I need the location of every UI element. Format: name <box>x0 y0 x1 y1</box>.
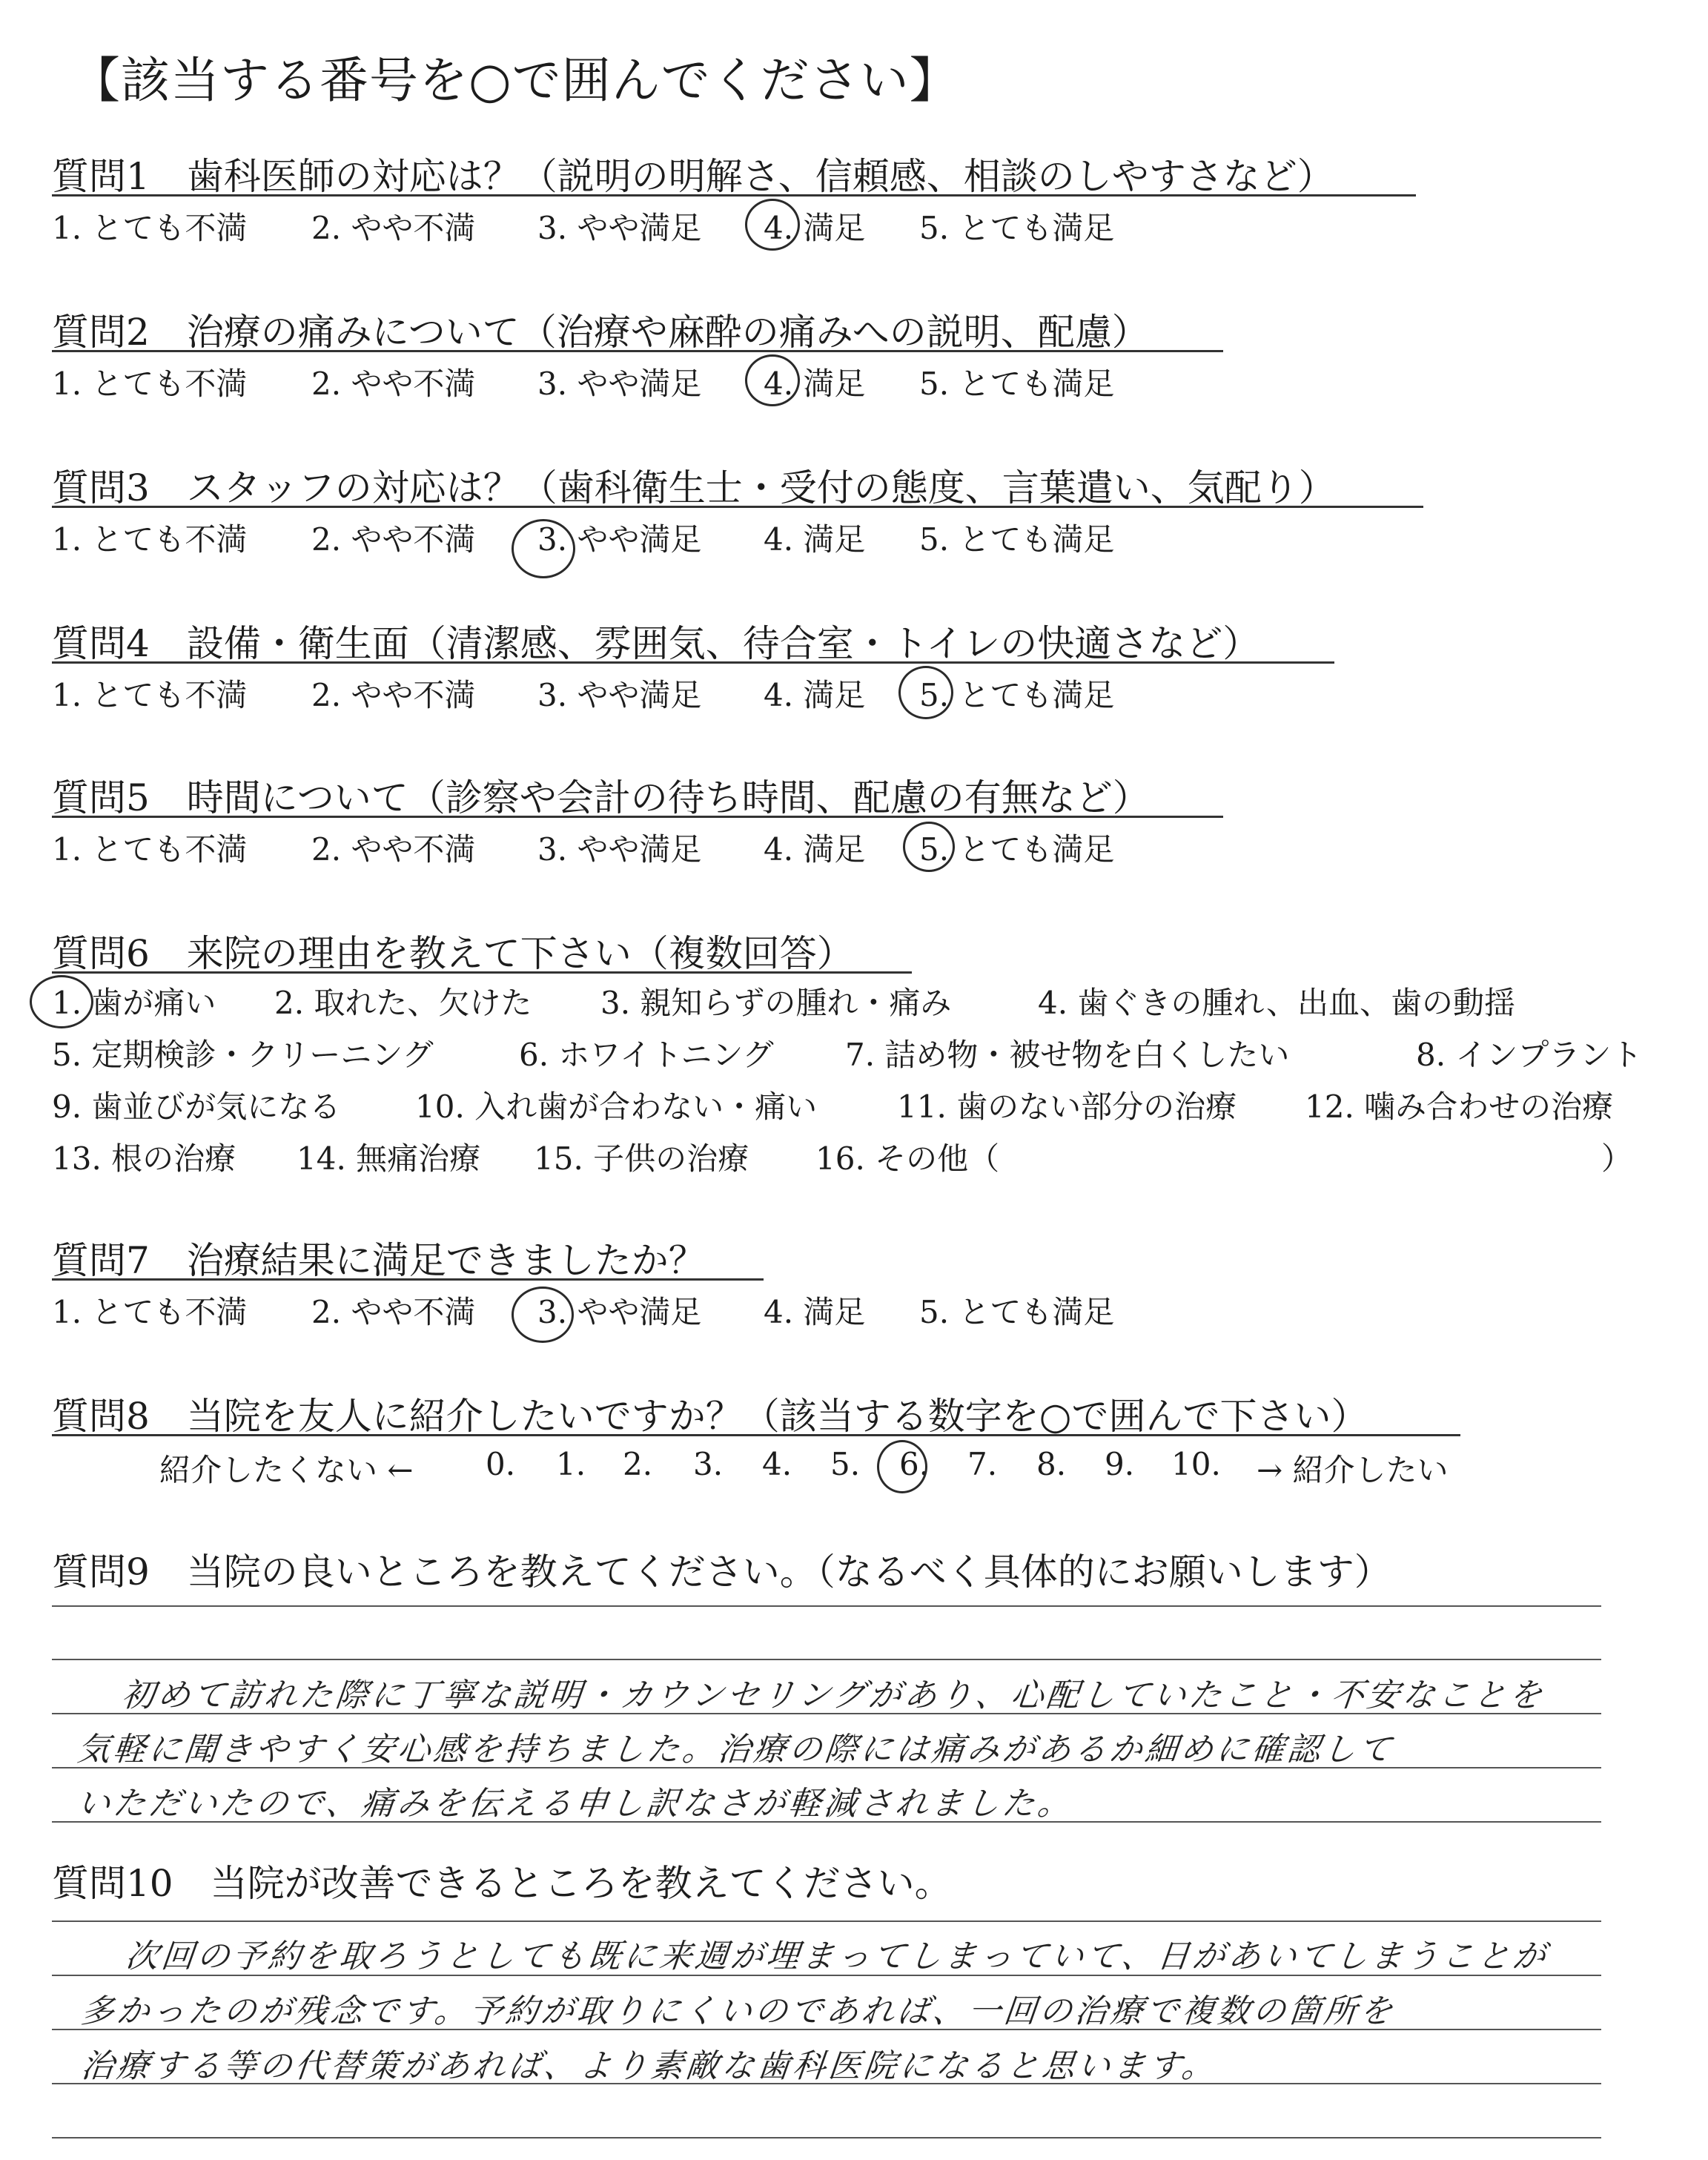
option[interactable]: 3. やや満足 <box>537 210 702 246</box>
question-5-underline <box>52 816 1223 818</box>
scale-option[interactable]: 5. <box>830 1446 861 1482</box>
scale-option[interactable]: 10. <box>1171 1446 1221 1482</box>
question-6-options <box>52 979 1683 1201</box>
option[interactable]: 2. やや不満 <box>311 1294 476 1330</box>
survey-title: 【該当する番号を○で囲んでください】 <box>71 52 959 109</box>
option[interactable]: 5. とても満足 <box>919 1294 1115 1330</box>
question-6-label: 質問6 来院の理由を教えて下さい（複数回答） <box>52 932 854 975</box>
option[interactable]: 10. 入れ歯が合わない・痛い <box>415 1089 818 1125</box>
scale-option[interactable]: 8. <box>1036 1446 1067 1482</box>
option[interactable]: 2. やや不満 <box>311 677 476 713</box>
option[interactable]: 15. 子供の治療 <box>534 1140 749 1177</box>
option[interactable]: 3. やや満足 <box>537 521 702 558</box>
option[interactable]: 13. 根の治療 <box>52 1140 236 1177</box>
option[interactable]: 12. 噛み合わせの治療 <box>1305 1089 1614 1125</box>
selected-circle <box>30 975 93 1028</box>
option[interactable]: 4. 満足 <box>764 366 866 402</box>
handwritten-answer-line: 次回の予約を取ろうとしても既に来週が埋まってしまっていて、日があいてしまうことが <box>123 1938 1551 1975</box>
selected-circle <box>512 1287 574 1343</box>
option[interactable]: 1. 歯が痛い <box>52 985 216 1021</box>
option[interactable]: 9. 歯並びが気になる <box>52 1089 341 1125</box>
option[interactable]: 3. 親知らずの腫れ・痛み <box>600 985 952 1021</box>
option[interactable]: 5. とても満足 <box>919 677 1115 713</box>
question-7-label: 質問7 治療結果に満足できましたか？ <box>52 1239 706 1282</box>
question-8-label: 質問8 当院を友人に紹介したいですか？（該当する数字を○で囲んで下さい） <box>52 1395 1368 1438</box>
question-2-underline <box>52 350 1223 352</box>
option[interactable]: 1. とても不満 <box>52 1294 248 1330</box>
option[interactable]: 2. やや不満 <box>311 366 476 402</box>
question-4-underline <box>52 661 1334 664</box>
question-1-label: 質問1 歯科医師の対応は？（説明の明解さ、信頼感、相談のしやすさなど） <box>52 155 1334 198</box>
selected-circle <box>745 199 800 251</box>
handwritten-answer-line: 気軽に聞きやすく安心感を持ちました。治療の際には痛みがあるか細めに確認して <box>75 1731 1397 1768</box>
option[interactable]: 5. とても満足 <box>919 521 1115 558</box>
option[interactable]: 16. その他（ <box>815 1140 1000 1177</box>
scale-option[interactable]: 2. <box>623 1446 653 1482</box>
answer-line <box>52 1659 1601 1660</box>
question-8-underline <box>52 1434 1460 1436</box>
scale-left-label: 紹介したくない ← <box>159 1452 414 1488</box>
handwritten-answer-line: 治療する等の代替策があれば、より素敵な歯科医院になると思います。 <box>79 2047 1219 2085</box>
question-7-underline <box>52 1278 764 1281</box>
selected-circle <box>877 1440 930 1493</box>
handwritten-answer-line: 初めて訪れた際に丁寧な説明・カウンセリングがあり、心配していたこと・不安なことを <box>119 1677 1547 1714</box>
option[interactable]: 7. 詰め物・被せ物を白くしたい <box>845 1037 1290 1073</box>
option[interactable]: 5. とても満足 <box>919 210 1115 246</box>
scale-option[interactable]: 7. <box>967 1446 998 1482</box>
answer-line <box>52 2137 1601 2138</box>
option[interactable]: 4. 満足 <box>764 677 866 713</box>
question-2-label: 質問2 治療の痛みについて（治療や麻酔の痛みへの説明、配慮） <box>52 311 1149 354</box>
option[interactable]: 3. やや満足 <box>537 1294 702 1330</box>
scale-option[interactable]: 0. <box>486 1446 516 1482</box>
question-9-label: 質問9 当院の良いところを教えてください。（なるべく具体的にお願いします） <box>52 1550 1391 1593</box>
question-8-scale <box>52 1446 1609 1490</box>
scale-option[interactable]: 3. <box>693 1446 724 1482</box>
option[interactable]: 14. 無痛治療 <box>297 1140 481 1177</box>
scale-option[interactable]: 6. <box>899 1446 930 1482</box>
answer-line <box>52 1605 1601 1607</box>
option[interactable]: 5. とても満足 <box>919 831 1115 868</box>
option[interactable]: 1. とても不満 <box>52 210 248 246</box>
selected-circle <box>898 666 953 719</box>
option[interactable]: 8. インプラント <box>1416 1037 1643 1073</box>
option[interactable]: 2. やや不満 <box>311 210 476 246</box>
selected-circle <box>903 822 955 872</box>
option[interactable]: 5. とても満足 <box>919 366 1115 402</box>
option[interactable]: 3. やや満足 <box>537 366 702 402</box>
option[interactable]: 1. とても不満 <box>52 831 248 868</box>
handwritten-answer-line: 多かったのが残念です。予約が取りにくいのであれば、一回の治療で複数の箇所を <box>79 1992 1397 2030</box>
scale-right-label: → 紹介したい <box>1257 1452 1449 1488</box>
option[interactable]: 2. 取れた、欠けた <box>274 985 532 1021</box>
option[interactable]: 4. 満足 <box>764 1294 866 1330</box>
option[interactable]: 4. 満足 <box>764 521 866 558</box>
option[interactable]: 2. やや不満 <box>311 521 476 558</box>
option[interactable]: 1. とても不満 <box>52 521 248 558</box>
question-4-label: 質問4 設備・衛生面（清潔感、雰囲気、待合室・トイレの快適さなど） <box>52 622 1260 665</box>
answer-line <box>52 1920 1601 1922</box>
option[interactable]: 2. やや不満 <box>311 831 476 868</box>
other-close-paren: ） <box>1601 1140 1633 1177</box>
selected-circle <box>745 354 800 406</box>
option[interactable]: 1. とても不満 <box>52 366 248 402</box>
scale-option[interactable]: 4. <box>762 1446 792 1482</box>
option[interactable]: 5. 定期検診・クリーニング <box>52 1037 434 1073</box>
option[interactable]: 3. やや満足 <box>537 831 702 868</box>
option[interactable]: 4. 歯ぐきの腫れ、出血、歯の動揺 <box>1038 985 1515 1021</box>
option[interactable]: 1. とても不満 <box>52 677 248 713</box>
question-10-label: 質問10 当院が改善できるところを教えてください。 <box>52 1862 952 1905</box>
question-3-label: 質問3 スタッフの対応は？（歯科衛生士・受付の態度、言葉遣い、気配り） <box>52 466 1336 509</box>
option[interactable]: 6. ホワイトニング <box>519 1037 774 1073</box>
question-6-underline <box>52 971 912 974</box>
scale-option[interactable]: 1. <box>556 1446 586 1482</box>
scale-option[interactable]: 9. <box>1105 1446 1135 1482</box>
option[interactable]: 4. 満足 <box>764 210 866 246</box>
question-3-underline <box>52 506 1423 508</box>
option[interactable]: 4. 満足 <box>764 831 866 868</box>
question-5-label: 質問5 時間について（診察や会計の待ち時間、配慮の有無など） <box>52 776 1150 819</box>
handwritten-answer-line: いただいたので、痛みを伝える申し訳なさが軽減されました。 <box>75 1785 1076 1823</box>
option[interactable]: 11. 歯のない部分の治療 <box>897 1089 1237 1125</box>
question-1-underline <box>52 194 1416 196</box>
option[interactable]: 3. やや満足 <box>537 677 702 713</box>
selected-circle <box>512 519 575 578</box>
